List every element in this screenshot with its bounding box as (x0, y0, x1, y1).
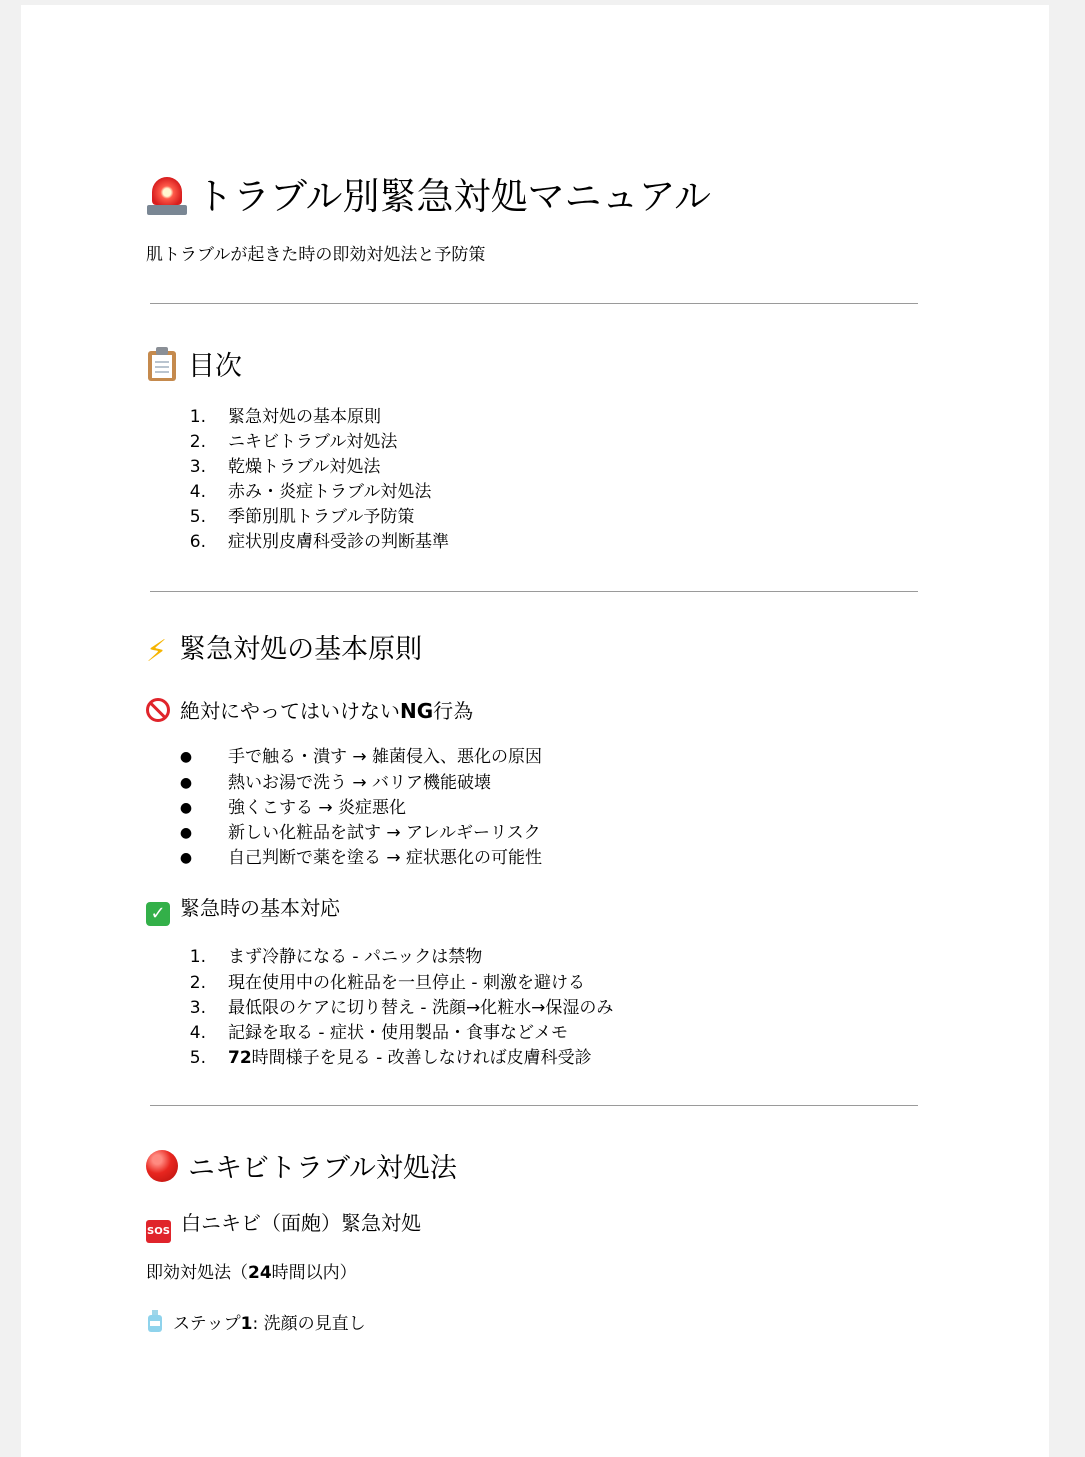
document-title (146, 173, 711, 217)
lotion-bottle-icon (147, 1310, 163, 1332)
divider (150, 1105, 918, 1106)
divider (150, 591, 918, 592)
document-page: トラブル別緊急対処マニュアル 肌トラブルが起きた時の即効対処法と予防策 目次 1. 緊急対処の基本原則 2. ニキビトラブル対処法 3. 乾燥トラブル対処法 4. 赤み・炎症トラブル対処法 5. 季節別肌トラブル予防策 6. 症状別皮膚科受診の判断基準 ⚡ 緊急対処の基本原則 絶対にやってはいけないNG行為 ● 手で触る・潰す → 雑菌侵入、悪化の原因 ● 熱いお湯で洗う → バリア機能破壊 ● 強くこする → 炎症悪化 ● 新しい化粧品を試す → アレルギーリスク ● 自己判断で薬を塗る → 症状悪化の可能性 ✓ 緊急時の基本対応 1. まず冷静になる - パニックは禁物 2. 現在使用中の化粧品を一旦停止 - 刺激を避ける 3. 最低限のケアに切り替え - 洗顔→化粧水→保湿のみ 4. 記録を取る - 症状・使用製品・食事などメモ 5. 72時間様子を見る - 改善しなければ皮膚科受診 ニキビトラブル対処法 SOS 白ニキビ（面皰）緊急対処 即効対処法（24時間以内） ステップ1: 洗顔の見直し (21, 5, 1049, 1457)
no-entry-icon (146, 698, 170, 722)
title-text: トラブル別緊急対処マニュアル (196, 175, 712, 218)
step-label: ステップ1: 洗顔の見直し (147, 1310, 366, 1333)
quick-fix-label: 即効対処法（24時間以内） (146, 1263, 357, 1283)
check-mark-icon: ✓ (146, 902, 170, 926)
red-circle-icon (146, 1150, 178, 1182)
siren-icon (146, 173, 188, 217)
acne-heading: ニキビトラブル対処法 (146, 1150, 457, 1182)
divider (150, 303, 918, 304)
toc-heading: 目次 (146, 347, 242, 381)
white-acne-heading: SOS 白ニキビ（面皰）緊急対処 (146, 1213, 421, 1243)
ng-heading: 絶対にやってはいけないNG行為 (146, 698, 473, 722)
principles-heading: ⚡ 緊急対処の基本原則 (146, 634, 423, 669)
document-subtitle: 肌トラブルが起きた時の即効対処法と予防策 (146, 245, 486, 265)
clipboard-icon (146, 347, 178, 381)
basic-heading: ✓ 緊急時の基本対応 (146, 898, 340, 926)
lightning-icon: ⚡ (146, 634, 168, 669)
sos-icon: SOS (146, 1220, 171, 1243)
